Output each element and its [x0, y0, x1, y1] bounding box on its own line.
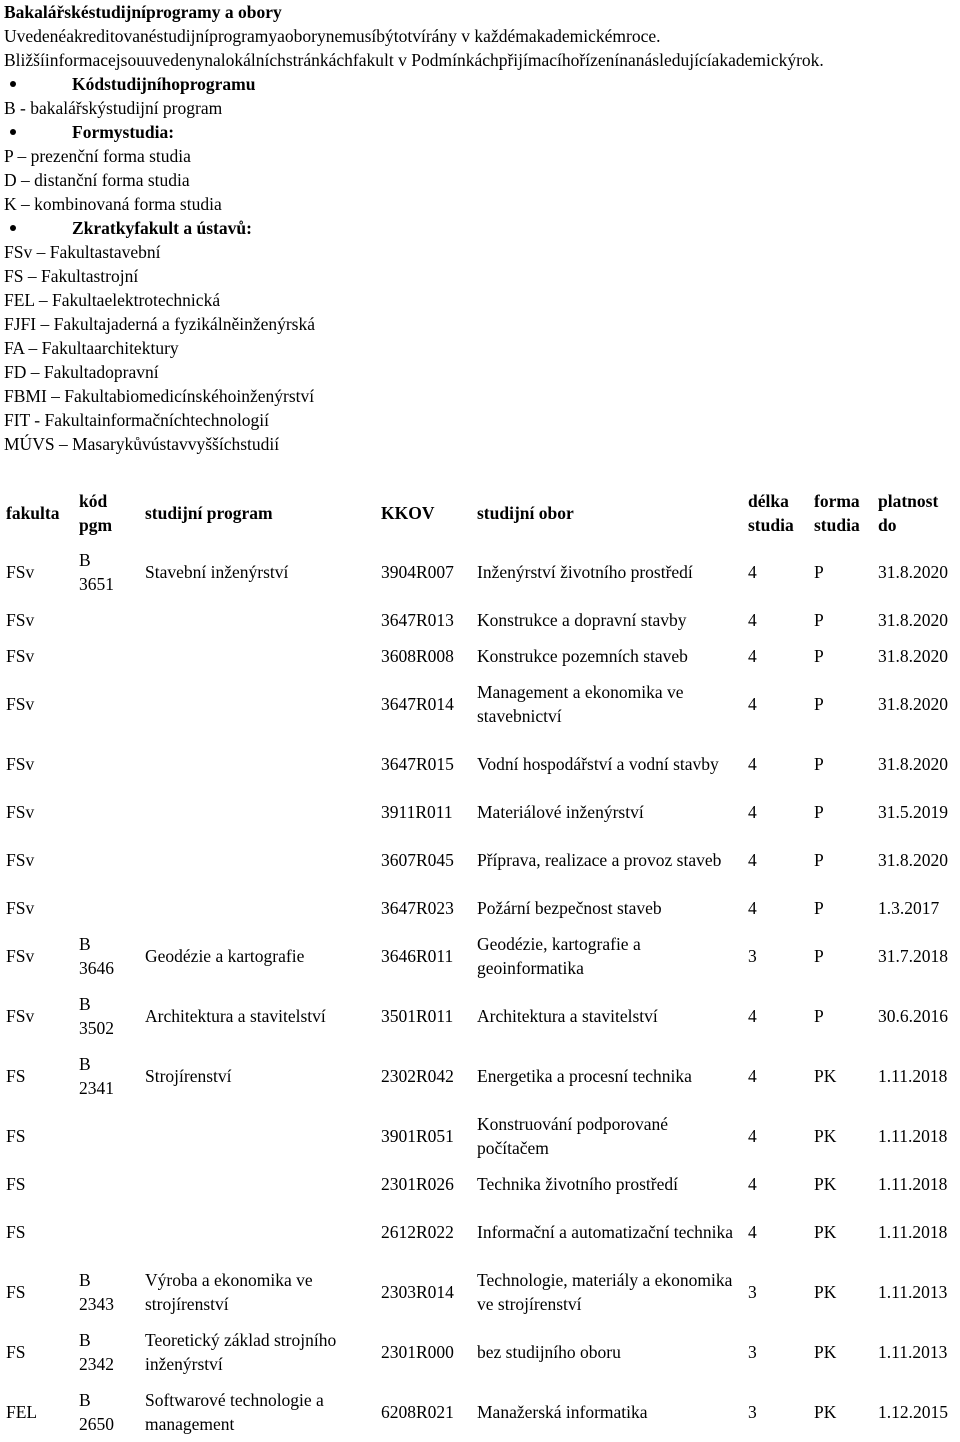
- header-obor: studijní obor: [477, 503, 574, 523]
- cell-fakulta: FSv: [6, 1006, 35, 1026]
- bullet-icon: [10, 81, 16, 87]
- table-row: [0, 986, 960, 1046]
- cell-delka: 4: [748, 1066, 757, 1086]
- intro-text-1: Uvedenéakreditovanéstudijníprogramyaoborynemusíbýtotvírány v každémakademickémroce.: [4, 26, 661, 46]
- cell-obor: bez studijního oboru: [477, 1342, 621, 1362]
- header-kod-line2: pgm: [79, 515, 113, 535]
- header-delka: [742, 484, 808, 542]
- cell-fakulta: FSv: [6, 802, 35, 822]
- cell-platnost: 1.11.2013: [878, 1342, 948, 1362]
- cell-obor: Vodní hospodářství a vodní stavby: [477, 754, 719, 774]
- cell-program: Výroba a ekonomika ve strojírenství: [145, 1270, 313, 1314]
- cell-pgm: [73, 1262, 139, 1322]
- cell-delka: 4: [748, 1222, 757, 1242]
- cell-fakulta: FSv: [6, 850, 35, 870]
- cell-forma: P: [814, 610, 824, 630]
- table-row: [0, 1322, 960, 1382]
- cell-pgm-type: B: [79, 1330, 91, 1350]
- cell-program: [139, 674, 375, 734]
- faculty-item: FJFI – Fakultajaderná a fyzikálněinženýrská: [4, 314, 316, 334]
- header-platnost-line1: platnost: [878, 491, 939, 511]
- cell-program: Geodézie a kartografie: [145, 946, 305, 966]
- header-program: studijní program: [145, 503, 273, 523]
- table-header-row: [0, 484, 960, 542]
- form-item: K – kombinovaná forma studia: [4, 194, 222, 214]
- cell-platnost: 31.8.2020: [878, 694, 948, 714]
- cell-kkov: 3607R045: [381, 850, 454, 870]
- header-kod-pgm: [73, 484, 139, 542]
- cell-program: [139, 830, 375, 890]
- cell-delka: 4: [748, 646, 757, 666]
- cell-pgm-type: B: [79, 934, 91, 954]
- cell-kkov: 2302R042: [381, 1066, 454, 1086]
- cell-pgm: [73, 638, 139, 674]
- table-row: [0, 1166, 960, 1202]
- cell-program: [139, 734, 375, 794]
- cell-fakulta: FSv: [6, 646, 35, 666]
- cell-pgm: [73, 602, 139, 638]
- cell-forma: PK: [814, 1342, 837, 1362]
- table-row: [0, 1382, 960, 1442]
- cell-pgm: [73, 1322, 139, 1382]
- cell-forma: P: [814, 898, 824, 918]
- faculty-item: FEL – Fakultaelektrotechnická: [4, 290, 221, 310]
- cell-program: [139, 602, 375, 638]
- cell-pgm-code: 3502: [79, 1018, 114, 1038]
- cell-obor: Inženýrství životního prostředí: [477, 562, 693, 582]
- cell-delka: 4: [748, 562, 757, 582]
- cell-pgm-type: B: [79, 550, 91, 570]
- cell-platnost: 31.8.2020: [878, 562, 948, 582]
- cell-kkov: 3647R013: [381, 610, 454, 630]
- cell-pgm: [73, 890, 139, 926]
- table-row: [0, 734, 960, 794]
- cell-forma: P: [814, 850, 824, 870]
- cell-pgm-type: B: [79, 1390, 91, 1410]
- header-forma-line2: studia: [814, 515, 860, 535]
- cell-kkov: 2303R014: [381, 1282, 454, 1302]
- cell-obor: Architektura a stavitelství: [477, 1006, 658, 1026]
- cell-kkov: 3501R011: [381, 1006, 454, 1026]
- cell-delka: 4: [748, 754, 757, 774]
- programs-table: [0, 484, 960, 1442]
- table-row: [0, 1202, 960, 1262]
- cell-platnost: 31.5.2019: [878, 802, 948, 822]
- cell-pgm: [73, 986, 139, 1046]
- table-row: [0, 926, 960, 986]
- cell-pgm: [73, 926, 139, 986]
- cell-obor: Konstrukce pozemních staveb: [477, 646, 688, 666]
- cell-pgm-code: 2341: [79, 1078, 114, 1098]
- header-fakulta: fakulta: [6, 503, 60, 523]
- cell-delka: 4: [748, 802, 757, 822]
- cell-fakulta: FSv: [6, 610, 35, 630]
- cell-forma: P: [814, 646, 824, 666]
- bullet-icon: [10, 225, 16, 231]
- cell-kkov: 3647R014: [381, 694, 454, 714]
- bullet-item-forms: [4, 120, 956, 144]
- faculty-item: MÚVS – Masarykůvústavvyššíchstudií: [4, 434, 280, 454]
- cell-platnost: 30.6.2016: [878, 1006, 948, 1026]
- cell-program: [139, 1202, 375, 1262]
- cell-pgm: [73, 830, 139, 890]
- cell-pgm-code: 3646: [79, 958, 114, 978]
- cell-obor: Požární bezpečnost staveb: [477, 898, 662, 918]
- cell-fakulta: FS: [6, 1222, 26, 1242]
- table-row: [0, 542, 960, 602]
- cell-forma: PK: [814, 1066, 837, 1086]
- cell-platnost: 1.11.2018: [878, 1126, 948, 1146]
- cell-fakulta: FS: [6, 1342, 26, 1362]
- cell-pgm-code: 3651: [79, 574, 114, 594]
- cell-forma: PK: [814, 1126, 837, 1146]
- cell-delka: 4: [748, 850, 757, 870]
- page-title: Bakalářskéstudijníprogramy a obory: [4, 2, 282, 22]
- cell-pgm: [73, 674, 139, 734]
- cell-fakulta: FSv: [6, 898, 35, 918]
- cell-kkov: 3911R011: [381, 802, 453, 822]
- header-kkov: KKOV: [381, 503, 435, 523]
- faculty-item: FSv – Fakultastavební: [4, 242, 161, 262]
- cell-forma: P: [814, 694, 824, 714]
- cell-pgm: [73, 1202, 139, 1262]
- cell-kkov: 3901R051: [381, 1126, 454, 1146]
- cell-obor: Materiálové inženýrství: [477, 802, 644, 822]
- table-row: [0, 674, 960, 734]
- cell-forma: P: [814, 754, 824, 774]
- form-item: P – prezenční forma studia: [4, 146, 191, 166]
- faculty-item: FD – Fakultadopravní: [4, 362, 159, 382]
- cell-platnost: 31.7.2018: [878, 946, 948, 966]
- cell-obor: Management a ekonomika ve stavebnictví: [477, 682, 684, 726]
- cell-delka: 4: [748, 898, 757, 918]
- cell-platnost: 31.8.2020: [878, 850, 948, 870]
- cell-obor: Informační a automatizační technika: [477, 1222, 734, 1242]
- cell-program: Strojírenství: [145, 1066, 232, 1086]
- header-kod-line1: kód: [79, 491, 108, 511]
- code-heading: Kódstudijníhoprogramu: [72, 74, 256, 94]
- header-delka-line2: studia: [748, 515, 794, 535]
- cell-platnost: 1.11.2018: [878, 1066, 948, 1086]
- cell-forma: PK: [814, 1174, 837, 1194]
- cell-delka: 4: [748, 610, 757, 630]
- intro-section: [4, 0, 956, 456]
- cell-pgm: [73, 542, 139, 602]
- table-row: [0, 1262, 960, 1322]
- cell-obor: Technologie, materiály a ekonomika ve strojírenství: [477, 1270, 733, 1314]
- cell-pgm: [73, 794, 139, 830]
- forms-heading: Formystudia:: [72, 122, 175, 142]
- cell-delka: 3: [748, 1342, 757, 1362]
- cell-kkov: 2301R026: [381, 1174, 454, 1194]
- cell-pgm-type: B: [79, 1270, 91, 1290]
- cell-fakulta: FSv: [6, 754, 35, 774]
- cell-fakulta: FSv: [6, 694, 35, 714]
- cell-kkov: 2612R022: [381, 1222, 454, 1242]
- cell-program: Stavební inženýrství: [145, 562, 289, 582]
- cell-forma: PK: [814, 1222, 837, 1242]
- cell-pgm: [73, 1046, 139, 1106]
- cell-platnost: 31.8.2020: [878, 754, 948, 774]
- cell-delka: 3: [748, 1402, 757, 1422]
- cell-forma: PK: [814, 1402, 837, 1422]
- cell-program: [139, 1166, 375, 1202]
- cell-delka: 3: [748, 946, 757, 966]
- cell-platnost: 31.8.2020: [878, 646, 948, 666]
- cell-pgm: [73, 1382, 139, 1442]
- cell-pgm-code: 2343: [79, 1294, 114, 1314]
- header-platnost-line2: do: [878, 515, 897, 535]
- code-b-text: B - bakalářskýstudijní program: [4, 98, 223, 118]
- cell-kkov: 3646R011: [381, 946, 454, 966]
- cell-forma: P: [814, 802, 824, 822]
- cell-fakulta: FSv: [6, 946, 35, 966]
- cell-kkov: 3647R015: [381, 754, 454, 774]
- cell-delka: 4: [748, 694, 757, 714]
- cell-platnost: 1.11.2013: [878, 1282, 948, 1302]
- cell-obor: Příprava, realizace a provoz staveb: [477, 850, 722, 870]
- cell-kkov: 6208R021: [381, 1402, 454, 1422]
- cell-pgm: [73, 734, 139, 794]
- cell-program: Teoretický základ strojního inženýrství: [145, 1330, 337, 1374]
- cell-delka: 4: [748, 1006, 757, 1026]
- cell-forma: PK: [814, 1282, 837, 1302]
- table-row: [0, 890, 960, 926]
- header-forma: [808, 484, 872, 542]
- header-delka-line1: délka: [748, 491, 789, 511]
- cell-program: [139, 638, 375, 674]
- faculty-item: FA – Fakultaarchitektury: [4, 338, 179, 358]
- faculty-item: FS – Fakultastrojní: [4, 266, 139, 286]
- cell-program: [139, 890, 375, 926]
- form-item: D – distanční forma studia: [4, 170, 190, 190]
- faculty-item: FBMI – Fakultabiomedicínskéhoinženýrství: [4, 386, 315, 406]
- table-row: [0, 602, 960, 638]
- cell-obor: Konstrukce a dopravní stavby: [477, 610, 687, 630]
- cell-program: [139, 794, 375, 830]
- cell-obor: Geodézie, kartografie a geoinformatika: [477, 934, 641, 978]
- cell-fakulta: FSv: [6, 562, 35, 582]
- bullet-icon: [10, 129, 16, 135]
- cell-pgm: [73, 1106, 139, 1166]
- cell-obor: Konstruování podporované počítačem: [477, 1114, 669, 1158]
- cell-platnost: 1.11.2018: [878, 1174, 948, 1194]
- header-platnost: [872, 484, 960, 542]
- faculties-heading: Zkratkyfakult a ústavů:: [72, 218, 252, 238]
- cell-kkov: 3647R023: [381, 898, 454, 918]
- cell-pgm-type: B: [79, 994, 91, 1014]
- cell-forma: P: [814, 1006, 824, 1026]
- bullet-item-faculties: [4, 216, 956, 240]
- cell-pgm: [73, 1166, 139, 1202]
- cell-forma: P: [814, 946, 824, 966]
- table-row: [0, 794, 960, 830]
- cell-obor: Energetika a procesní technika: [477, 1066, 692, 1086]
- cell-fakulta: FS: [6, 1126, 26, 1146]
- cell-fakulta: FS: [6, 1174, 26, 1194]
- cell-platnost: 1.11.2018: [878, 1222, 948, 1242]
- cell-program: Architektura a stavitelství: [145, 1006, 326, 1026]
- cell-kkov: 3608R008: [381, 646, 454, 666]
- cell-program: [139, 1106, 375, 1166]
- bullet-item-code: [4, 72, 956, 96]
- cell-obor: Technika životního prostředí: [477, 1174, 678, 1194]
- cell-delka: 4: [748, 1126, 757, 1146]
- cell-platnost: 1.12.2015: [878, 1402, 948, 1422]
- cell-obor: Manažerská informatika: [477, 1402, 648, 1422]
- cell-fakulta: FEL: [6, 1402, 38, 1422]
- header-forma-line1: forma: [814, 491, 860, 511]
- cell-program: Softwarové technologie a management: [145, 1390, 324, 1434]
- intro-text-2: Bližšíinformacejsouuvedenynalokálníchstránkáchfakult v Podmínkáchpřijímacíhořízenínanásledujícíakademickýrok.: [4, 50, 824, 70]
- cell-platnost: 1.3.2017: [878, 898, 940, 918]
- table-row: [0, 830, 960, 890]
- table-row: [0, 1046, 960, 1106]
- cell-kkov: 2301R000: [381, 1342, 454, 1362]
- cell-kkov: 3904R007: [381, 562, 454, 582]
- cell-delka: 3: [748, 1282, 757, 1302]
- cell-fakulta: FS: [6, 1066, 26, 1086]
- table-row: [0, 638, 960, 674]
- cell-pgm-code: 2650: [79, 1414, 114, 1434]
- cell-platnost: 31.8.2020: [878, 610, 948, 630]
- cell-fakulta: FS: [6, 1282, 26, 1302]
- table-row: [0, 1106, 960, 1166]
- faculty-item: FIT - Fakultainformačníchtechnologií: [4, 410, 270, 430]
- cell-pgm-type: B: [79, 1054, 91, 1074]
- cell-delka: 4: [748, 1174, 757, 1194]
- cell-pgm-code: 2342: [79, 1354, 114, 1374]
- cell-forma: P: [814, 562, 824, 582]
